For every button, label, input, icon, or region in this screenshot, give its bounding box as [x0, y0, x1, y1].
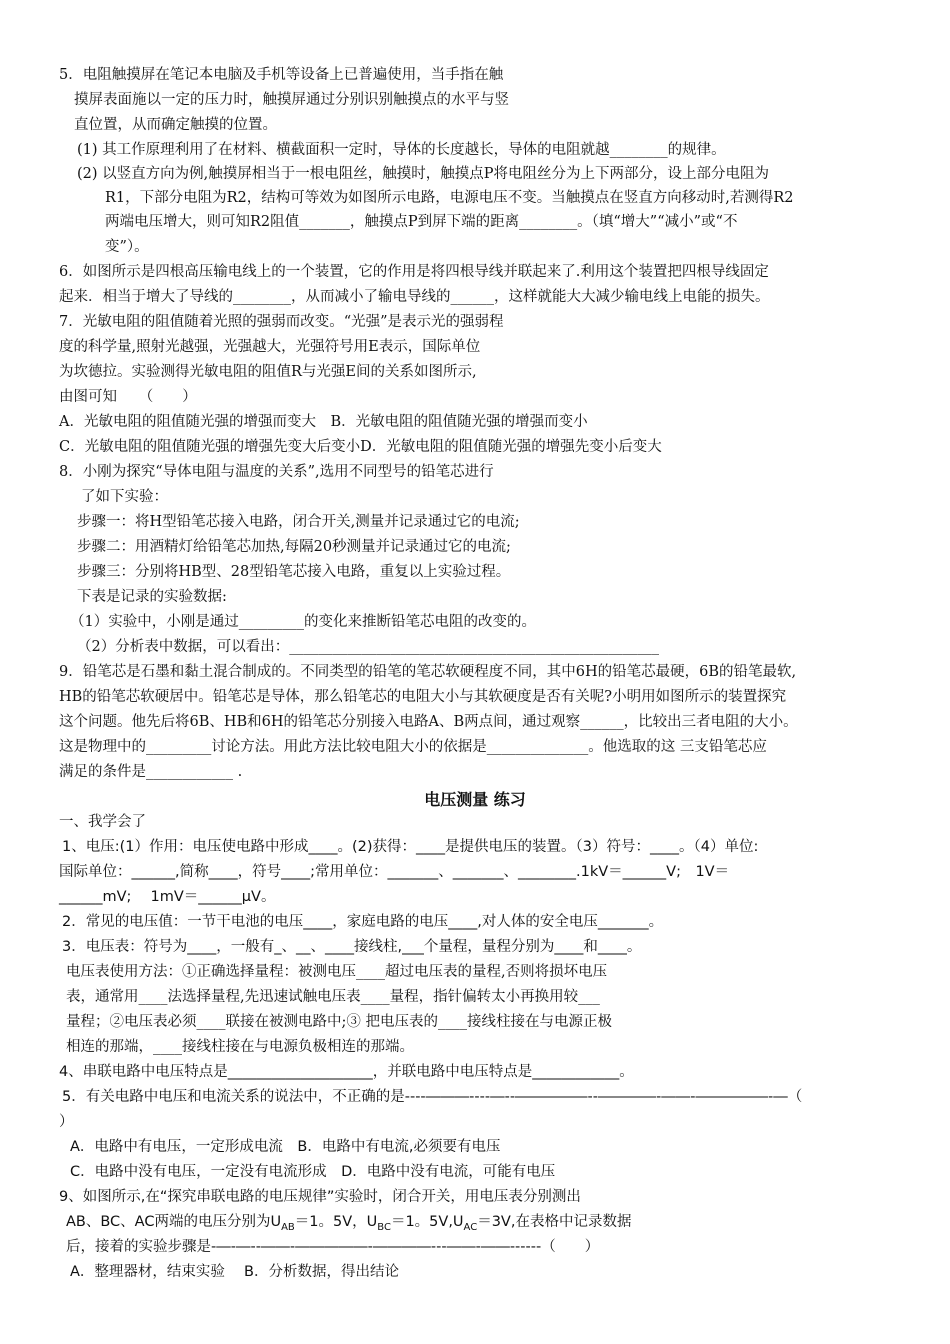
- q5-sub2-line1: (2) 以竖直方向为例,触摸屏相当于一根电阻丝，触摸时，触摸点P将电阻丝分为上下两部分，设上部分电阻为: [77, 166, 770, 182]
- section-heading: 一、我学会了: [59, 814, 146, 830]
- v5-line2: ）: [59, 1114, 74, 1130]
- q7-line4: 由图可知 （ ）: [59, 389, 197, 405]
- v3-line3: 表，通常用____法选择量程,先迅速试触电压表____量程，指针偏转太小再换用较___: [66, 989, 600, 1005]
- section-title: 电压测量 练习: [424, 790, 526, 809]
- v2-line: 2．常见的电压值：一节干电池的电压____，家庭电路的电压____,对人体的安全电压_______。: [62, 914, 664, 930]
- q7-line2: 度的科学量,照射光越强，光强越大，光强符号用E表示，国际单位: [59, 339, 481, 355]
- q9-line2: HB的铅笔芯软硬居中。铅笔芯是导体，那么铅笔芯的电阻大小与其软硬度是否有关呢?小明用如图所示的装置探究: [59, 689, 787, 705]
- q7-line3: 为坎德拉。实验测得光敏电阻的阻值R与光强E间的关系如图所示,: [59, 364, 477, 380]
- q8-line1: 8．小刚为探究“导体电阻与温度的关系”,选用不同型号的铅笔芯进行: [59, 464, 494, 480]
- q5-line2: 摸屏表面施以一定的压力时，触摸屏通过分别识别触摸点的水平与竖: [74, 92, 509, 108]
- q8-step2: 步骤二：用酒精灯给铅笔芯加热,每隔20秒测量并记录通过它的电流;: [77, 539, 511, 555]
- q8-line2: 了如下实验：: [81, 489, 168, 505]
- q9-line5: 满足的条件是____________ .: [59, 764, 243, 780]
- v9-line3: 后，接着的实验步骤是-―-―--――-―――――-――――---――-――------（ ）: [66, 1239, 600, 1255]
- q5-line3: 直位置，从而确定触摸的位置。: [74, 117, 277, 133]
- q9-line4: 这是物理中的_________讨论方法。用此方法比较电阻大小的依据是______________。他选取的这 三支铅笔芯应: [59, 739, 767, 755]
- v1-line3: ______mV; 1mV＝______μV。: [59, 889, 276, 905]
- q5-sub2-line4: 变”）。: [105, 239, 149, 255]
- v9-line2: [66, 1212, 631, 1238]
- v1-line2: 国际单位：______,简称____，符号____;常用单位：_______、_______、________.1kV＝______V; 1V＝: [59, 864, 730, 880]
- q9-line3: 这个问题。他先后将6B、HB和6H的铅笔芯分别接入电路A、B两点间，通过观察______，比较出三者电阻的大小。: [59, 714, 798, 730]
- v3-line5: 相连的那端，____接线柱接在与电源负极相连的那端。: [66, 1039, 414, 1055]
- q7-options-ab: A．光敏电阻的阻值随光强的增强而变大 B．光敏电阻的阻值随光强的增强而变小: [59, 414, 588, 430]
- q5-line1: 5．电阻触摸屏在笔记本电脑及手机等设备上已普遍使用，当手指在触: [59, 67, 504, 83]
- v5-options-ab: A．电路中有电压，一定形成电流 B．电路中有电流,必须要有电压: [70, 1139, 501, 1155]
- v9-text-d: ＝3V,在表格中记录数据: [477, 1214, 632, 1230]
- q7-options-cd: C．光敏电阻的阻值随光强的增强先变大后变小D．光敏电阻的阻值随光强的增强先变小后变大: [59, 439, 662, 455]
- q8-step1: 步骤一：将H型铅笔芯接入电路，闭合开关,测量并记录通过它的电流;: [77, 514, 520, 530]
- q8-sub2: （2）分析表中数据，可以看出：___________________________________________________: [77, 639, 659, 655]
- q9-line1: 9．铅笔芯是石墨和黏土混合制成的。不同类型的铅笔的笔芯软硬程度不同，其中6H的铅笔芯最硬，6B的铅笔最软,: [59, 664, 797, 680]
- v9-text-a: AB、BC、AC两端的电压分别为U: [66, 1214, 282, 1230]
- v9-text-c: ＝1。5V,U: [390, 1214, 464, 1230]
- v9-sub-bc: BC: [377, 1221, 391, 1233]
- q8-table-note: 下表是记录的实验数据:: [77, 589, 227, 605]
- v4-line: 4、串联电路中电压特点是____________________，并联电路中电压特点是____________。: [59, 1064, 634, 1080]
- q8-sub1: （1）实验中，小刚是通过_________的变化来推断铅笔芯电阻的改变的。: [70, 614, 536, 630]
- v9-sub-ab: AB: [281, 1221, 295, 1233]
- q7-line1: 7．光敏电阻的阻值随着光照的强弱而改变。“光强”是表示光的强弱程: [59, 314, 504, 330]
- v9-text-b: ＝1。5V，U: [294, 1214, 378, 1230]
- v9-options: A．整理器材，结束实验 B．分析数据，得出结论: [70, 1264, 399, 1280]
- q5-sub1: (1) 其工作原理利用了在材料、横截面积一定时，导体的长度越长，导体的电阻就越________的规律。: [77, 142, 726, 158]
- v5-options-cd: C．电路中没有电压，一定没有电流形成 D．电路中没有电流，可能有电压: [70, 1164, 556, 1180]
- v3-line2: 电压表使用方法：①正确选择量程：被测电压____超过电压表的量程,否则将损坏电压: [66, 964, 608, 980]
- v5-line1: 5．有关电路中电压和电流关系的说法中，不正确的是----―――----―--―――――--――――-――-―――――-―（: [62, 1089, 803, 1105]
- q6-line2: 起来．相当于增大了导线的________，从而减小了输电导线的______，这样就能大大减少输电线上电能的损失。: [59, 289, 770, 305]
- q8-step3: 步骤三：分别将HB型、28型铅笔芯接入电路，重复以上实验过程。: [77, 564, 511, 580]
- v9-line1: 9、如图所示,在“探究串联电路的电压规律”实验时，闭合开关，用电压表分别测出: [59, 1189, 581, 1205]
- v9-sub-ac: AC: [463, 1221, 478, 1233]
- q5-sub2-line3: 两端电压增大，则可知R2阻值_______，触摸点P到屏下端的距离________。（填“增大”“减小”或“不: [105, 214, 738, 230]
- q6-line1: 6．如图所示是四根高压输电线上的一个装置，它的作用是将四根导线并联起来了.利用这个装置把四根导线固定: [59, 264, 769, 280]
- q5-sub2-line2: R1，下部分电阻为R2，结构可等效为如图所示电路，电源电压不变。当触摸点在竖直方向移动时,若测得R2: [105, 190, 794, 206]
- v3-line4: 量程；②电压表必须____联接在被测电路中;③ 把电压表的____接线柱接在与电源正极: [66, 1014, 612, 1030]
- v1-line1: 1、电压:(1）作用：电压使电路中形成____。(2)获得：____是提供电压的装置。（3）符号：____。（4）单位:: [62, 839, 759, 855]
- v3-line1: 3．电压表：符号为____，一般有_、__、____接线柱,___个量程，量程分别为____和____。: [62, 939, 642, 955]
